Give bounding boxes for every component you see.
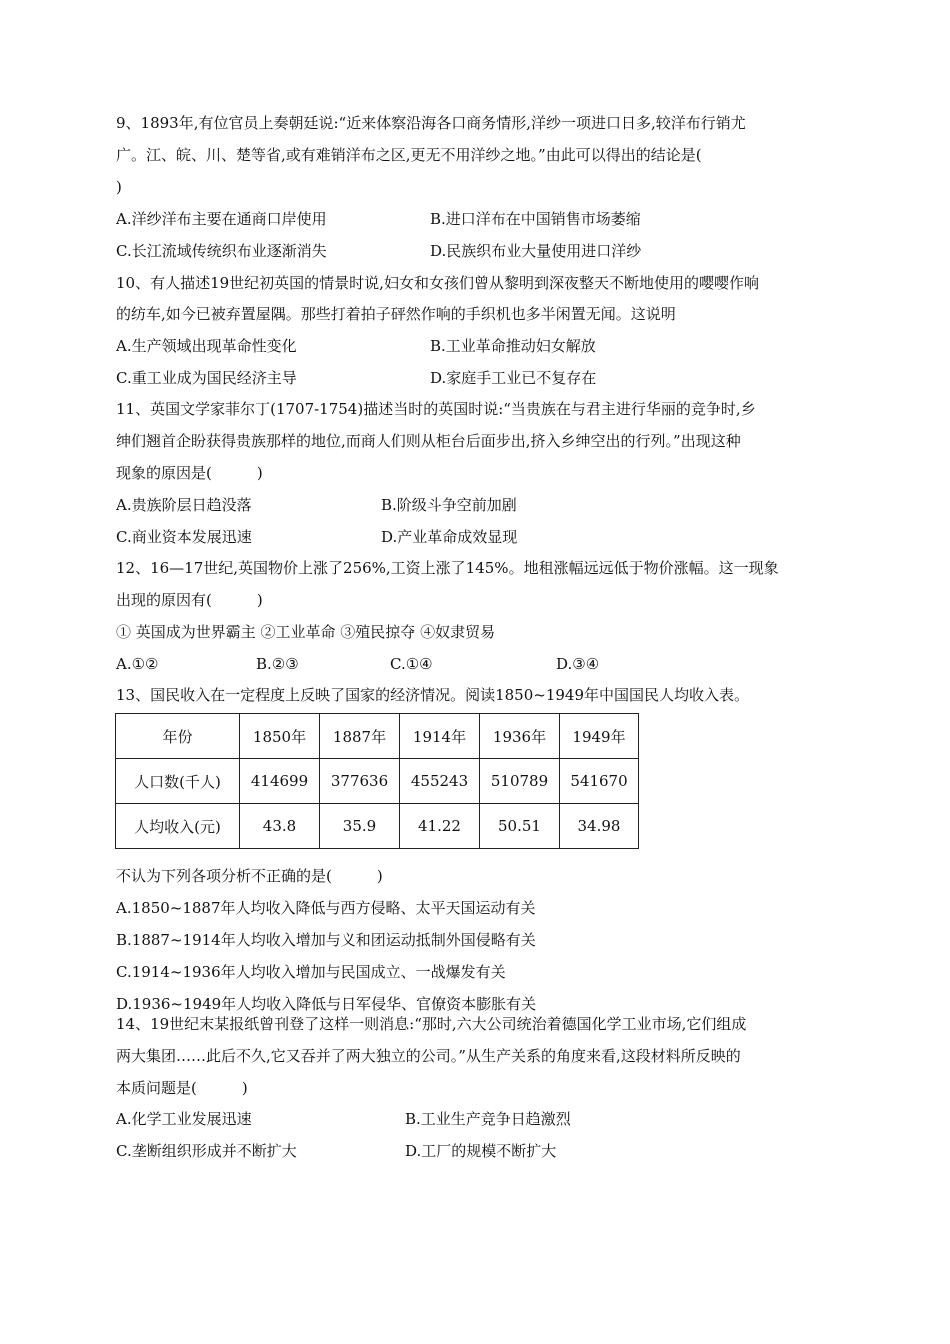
q12-option-a[interactable]: A.①② [116,655,159,673]
table-cell: 35.9 [320,804,400,849]
q12-stem-line-1: 12、16—17世纪,英国物价上涨了256%,工资上涨了145%。地租涨幅远远低于物价涨幅。这一现象 [116,559,779,577]
q14-stem-line-2: 两大集团……此后不久,它又吞并了两大独立的公司。”从生产关系的角度来看,这段材料所反映的 [116,1047,741,1065]
table-cell: 455243 [400,759,480,804]
q11-option-b[interactable]: B.阶级斗争空前加剧 [381,496,517,514]
table-header-row [116,714,639,759]
table-header-cell: 1887年 [320,714,400,759]
q14-option-b[interactable]: B.工业生产竞争日趋激烈 [405,1110,571,1128]
q13-option-c[interactable]: C.1914~1936年人均收入增加与民国成立、一战爆发有关 [116,963,506,981]
table-header-cell: 1936年 [480,714,560,759]
q14-stem-line-3: 本质问题是( ) [116,1079,248,1097]
q9-stem-line-1: 9、1893年,有位官员上奏朝廷说:“近来体察沿海各口商务情形,洋纱一项进口日多,较洋布行销尤 [116,114,746,132]
q9-stem-line-2: 广。江、皖、川、楚等省,或有难销洋布之区,更无不用洋纱之地。”由此可以得出的结论是( [116,146,702,164]
q10-option-c[interactable]: C.重工业成为国民经济主导 [116,369,297,387]
q13-option-b[interactable]: B.1887~1914年人均收入增加与义和团运动抵制外国侵略有关 [116,931,536,949]
table-cell: 510789 [480,759,560,804]
q9-option-a[interactable]: A.洋纱洋布主要在通商口岸使用 [116,210,327,228]
q13-option-a[interactable]: A.1850~1887年人均收入降低与西方侵略、太平天国运动有关 [116,899,536,917]
q13-question: 不认为下列各项分析不正确的是( ) [116,867,383,885]
q10-option-b[interactable]: B.工业革命推动妇女解放 [430,337,596,355]
q14-option-a[interactable]: A.化学工业发展迅速 [116,1110,252,1128]
q12-option-b[interactable]: B.②③ [256,655,299,673]
table-cell: 41.22 [400,804,480,849]
q11-stem-line-1: 11、英国文学家菲尔丁(1707-1754)描述当时的英国时说:“当贵族在与君主进行华丽的竞争时,乡 [116,400,756,418]
q9-stem-line-3: ) [116,178,122,196]
table-row [116,804,639,849]
q11-option-a[interactable]: A.贵族阶层日趋没落 [116,496,252,514]
q10-option-d[interactable]: D.家庭手工业已不复存在 [430,369,597,387]
table-cell: 人口数(千人) [116,759,240,804]
table-cell: 377636 [320,759,400,804]
q11-option-c[interactable]: C.商业资本发展迅速 [116,528,252,546]
q10-stem-line-2: 的纺车,如今已被弃置屋隅。那些打着拍子砰然作响的手织机也多半闲置无闻。这说明 [116,305,676,323]
q13-stem-line-1: 13、国民收入在一定程度上反映了国家的经济情况。阅读1850~1949年中国国民人均收入表。 [116,686,750,704]
q13-option-d[interactable]: D.1936~1949年人均收入降低与日军侵华、官僚资本膨胀有关 [116,995,537,1013]
q10-stem-line-1: 10、有人描述19世纪初英国的情景时说,妇女和女孩们曾从黎明到深夜整天不断地使用的嘤嘤作响 [116,274,759,292]
table-row [116,759,639,804]
q14-option-d[interactable]: D.工厂的规模不断扩大 [405,1142,557,1160]
table-header-cell: 1850年 [240,714,320,759]
q11-stem-line-2: 绅们翘首企盼获得贵族那样的地位,而商人们则从柜台后面步出,挤入乡绅空出的行列。”出现这种 [116,432,741,450]
q12-option-c[interactable]: C.①④ [390,655,433,673]
q14-option-c[interactable]: C.垄断组织形成并不断扩大 [116,1142,297,1160]
q12-choices-line: ① 英国成为世界霸主 ②工业革命 ③殖民掠夺 ④奴隶贸易 [116,623,496,641]
q12-stem-line-2: 出现的原因有( ) [116,591,263,609]
table-cell: 50.51 [480,804,560,849]
table-header-cell: 1914年 [400,714,480,759]
table-cell: 43.8 [240,804,320,849]
q9-option-b[interactable]: B.进口洋布在中国销售市场萎缩 [430,210,641,228]
income-table [115,713,639,849]
q10-option-a[interactable]: A.生产领域出现革命性变化 [116,337,297,355]
table-header-cell: 年份 [116,714,240,759]
table-cell: 541670 [560,759,639,804]
table-cell: 34.98 [560,804,639,849]
q14-stem-line-1: 14、19世纪末某报纸曾刊登了这样一则消息:“那时,六大公司统治着德国化学工业市场,它们组成 [116,1015,747,1033]
q9-option-c[interactable]: C.长江流域传统织布业逐渐消失 [116,242,327,260]
table-cell: 414699 [240,759,320,804]
q11-stem-line-3: 现象的原因是( ) [116,464,263,482]
table-cell: 人均收入(元) [116,804,240,849]
table-header-cell: 1949年 [560,714,639,759]
q9-option-d[interactable]: D.民族织布业大量使用进口洋纱 [430,242,642,260]
q12-option-d[interactable]: D.③④ [556,655,600,673]
q11-option-d[interactable]: D.产业革命成效显现 [381,528,518,546]
